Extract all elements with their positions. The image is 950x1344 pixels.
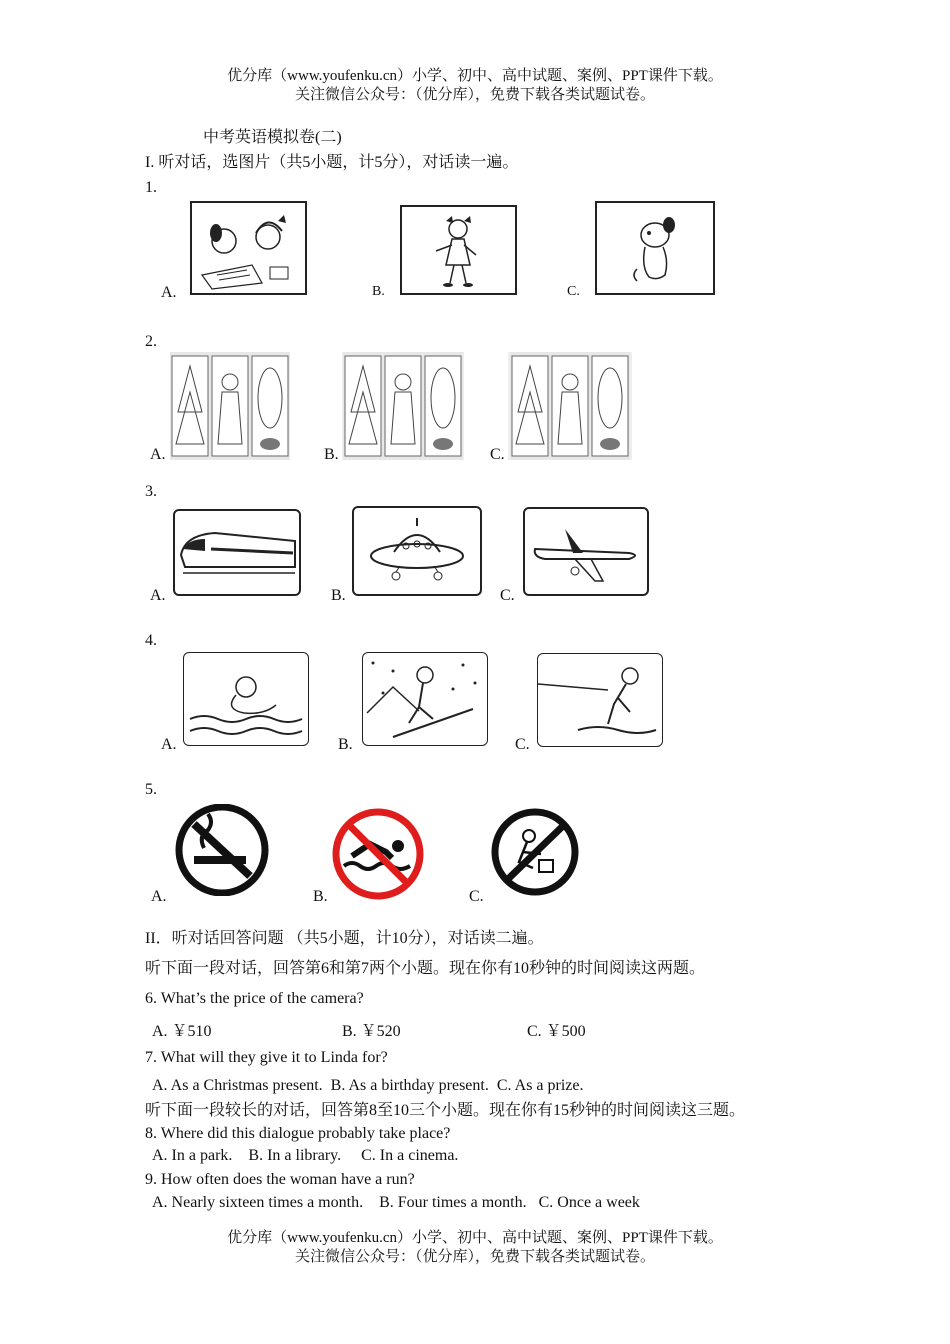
- question-6-stem: 6. What’s the price of the camera?: [145, 990, 364, 1007]
- q2-option-c-label: C.: [490, 446, 505, 463]
- skier-icon: [363, 653, 487, 745]
- swimmer-icon: [184, 653, 308, 745]
- q3-picture-b: [352, 506, 482, 596]
- question-9-options: A. Nearly sixteen times a month. B. Four times a month. C. Once a week: [152, 1194, 640, 1211]
- q1-option-c-label: C.: [567, 284, 580, 299]
- christmas-window-panels-icon: [342, 352, 464, 460]
- no-smoking-sign-icon: [174, 804, 270, 896]
- q4-option-c-label: C.: [515, 736, 530, 753]
- question-number-1: 1.: [145, 179, 157, 196]
- question-8-stem: 8. Where did this dialogue probably take place?: [145, 1125, 451, 1142]
- christmas-window-panels-icon: [508, 352, 632, 460]
- no-swimming-sign-icon: [330, 806, 426, 902]
- q2-option-a-label: A.: [150, 446, 166, 463]
- dog-and-girl-writing-icon: [192, 203, 305, 293]
- airplane-icon: [525, 509, 647, 594]
- q1-picture-c: [595, 201, 715, 295]
- question-number-3: 3.: [145, 483, 157, 500]
- q2-picture-c: [508, 352, 632, 460]
- question-9-stem: 9. How often does the woman have a run?: [145, 1171, 415, 1188]
- water-skier-icon: [538, 654, 662, 746]
- q5-option-c-label: C.: [469, 888, 484, 905]
- christmas-window-panels-icon: [170, 352, 290, 460]
- q5-picture-b: [330, 806, 426, 902]
- q5-picture-a: [174, 804, 270, 896]
- section2-intro-2: 听下面一段较长的对话，回答第8至10三个小题。现在你有15秒钟的时间阅读这三题。: [145, 1102, 746, 1119]
- q3-picture-a: [173, 509, 301, 596]
- section1-title: I. 听对话，选图片（共5小题，计5分），对话读一遍。: [145, 154, 519, 171]
- q3-picture-c: [523, 507, 649, 596]
- footer-line-1: 优分库（www.youfenku.cn）小学、初中、高中试题、案例、PPT课件下载。: [227, 1230, 723, 1246]
- q1-option-a-label: A.: [161, 284, 177, 301]
- question-number-4: 4.: [145, 632, 157, 649]
- question-7-stem: 7. What will they give it to Linda for?: [145, 1049, 388, 1066]
- dog-icon: [597, 203, 713, 293]
- q3-option-a-label: A.: [150, 587, 166, 604]
- q2-option-b-label: B.: [324, 446, 339, 463]
- q1-picture-b: [400, 205, 517, 295]
- q5-option-b-label: B.: [313, 888, 328, 905]
- question-6-option-c: C. ￥500: [527, 1023, 586, 1040]
- section2-intro-1: 听下面一段对话，回答第6和第7两个小题。现在你有10秒钟的时间阅读这两题。: [145, 960, 706, 977]
- q3-option-b-label: B.: [331, 587, 346, 604]
- question-7-options: A. As a Christmas present. B. As a birthday present. C. As a prize.: [152, 1077, 584, 1094]
- exam-title: 中考英语模拟卷(二): [203, 129, 342, 146]
- q4-picture-a: [183, 652, 309, 746]
- q2-picture-b: [342, 352, 464, 460]
- q4-option-a-label: A.: [161, 736, 177, 753]
- q4-picture-b: [362, 652, 488, 746]
- no-picking-flowers-sign-icon: [489, 806, 581, 898]
- question-number-2: 2.: [145, 333, 157, 350]
- header-line-1: 优分库（www.youfenku.cn）小学、初中、高中试题、案例、PPT课件下载。: [227, 68, 723, 84]
- q1-option-b-label: B.: [372, 284, 385, 299]
- q5-option-a-label: A.: [151, 888, 167, 905]
- q3-option-c-label: C.: [500, 587, 515, 604]
- question-number-5: 5.: [145, 781, 157, 798]
- question-6-option-b: B. ￥520: [342, 1023, 401, 1040]
- section2-title: II．听对话回答问题 （共5小题，计10分），对话读二遍。: [145, 930, 544, 947]
- q5-picture-c: [489, 806, 581, 898]
- header-line-2: 关注微信公众号：（优分库），免费下载各类试题试卷。: [294, 87, 655, 103]
- q1-picture-a: [190, 201, 307, 295]
- girl-standing-icon: [402, 207, 515, 293]
- q4-option-b-label: B.: [338, 736, 353, 753]
- question-8-options: A. In a park. B. In a library. C. In a cinema.: [152, 1147, 459, 1164]
- bullet-train-icon: [175, 511, 299, 594]
- flying-saucer-icon: [354, 508, 480, 594]
- q2-picture-a: [170, 352, 290, 460]
- q4-picture-c: [537, 653, 663, 747]
- question-6-option-a: A. ￥510: [152, 1023, 212, 1040]
- footer-line-2: 关注微信公众号：（优分库），免费下载各类试题试卷。: [294, 1249, 655, 1265]
